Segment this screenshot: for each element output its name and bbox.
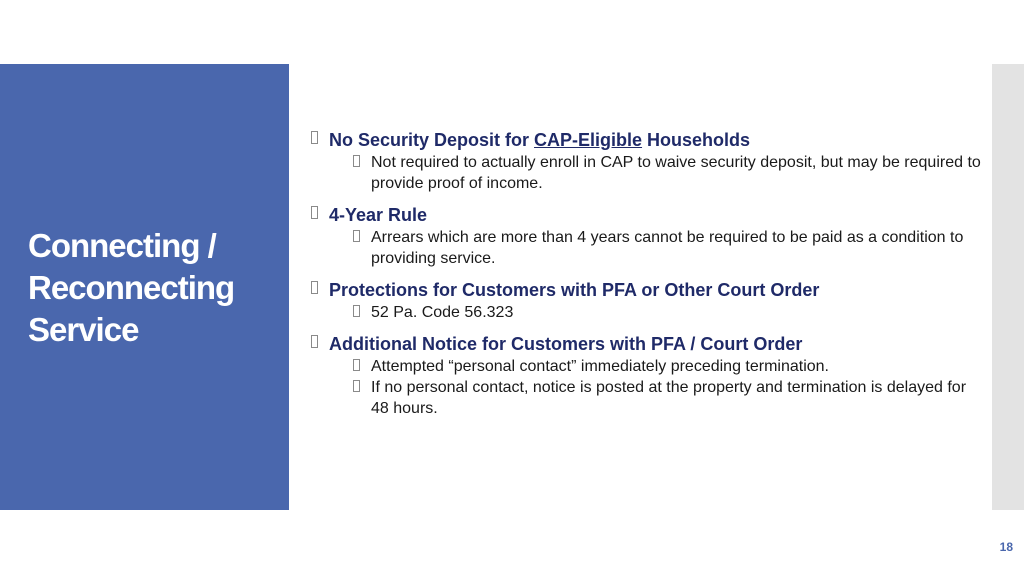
bullet-square-icon [311, 206, 318, 219]
bullet-square-icon [311, 335, 318, 348]
section-pfa-protections [311, 278, 981, 323]
sub-bullet [353, 377, 981, 419]
sub-bullet-square-icon [353, 155, 360, 167]
page-number: 18 [999, 540, 1013, 554]
slide-title-line-1: Connecting / [28, 227, 216, 264]
heading-text: 4-Year Rule [329, 205, 428, 225]
bullet-square-icon [311, 281, 318, 294]
sub-bullet-text: Not required to actually enroll in CAP to waive security deposit, but may be required to provide proof of income. [371, 154, 981, 192]
slide-title-line-2: Reconnecting [28, 269, 235, 306]
sub-bullet [353, 356, 981, 377]
sub-bullet-text: Arrears which are more than 4 years cannot be required to be paid as a condition to providing service. [371, 229, 964, 267]
sub-bullet [353, 152, 981, 194]
sub-bullet-square-icon [353, 230, 360, 242]
right-gray-strip [992, 64, 1024, 510]
bullet-square-icon [311, 131, 318, 144]
slide-title-line-3: Service [28, 311, 139, 348]
bullet-heading [311, 203, 981, 227]
section-security-deposit [311, 128, 981, 194]
bullet-heading [311, 278, 981, 302]
sub-bullet-text: 52 Pa. Code 56.323 [371, 304, 514, 321]
section-four-year-rule [311, 203, 981, 269]
slide-title [28, 225, 278, 351]
sub-bullet-square-icon [353, 359, 360, 371]
heading-text-post: Households [642, 130, 751, 150]
sub-bullet-text: Attempted “personal contact” immediately preceding termination. [371, 358, 829, 375]
sub-bullet-square-icon [353, 305, 360, 317]
sub-bullet [353, 227, 981, 269]
heading-text: Additional Notice for Customers with PFA / Court Order [329, 334, 803, 354]
heading-text-pre: No Security Deposit for [329, 130, 535, 150]
section-additional-notice [311, 332, 981, 419]
bullet-heading [311, 332, 981, 356]
sub-bullet-square-icon [353, 380, 360, 392]
sub-bullet [353, 302, 981, 323]
heading-text: Protections for Customers with PFA or Other Court Order [329, 280, 820, 300]
cap-eligible-link[interactable]: CAP-Eligible [534, 130, 643, 150]
bullet-heading [311, 128, 981, 152]
sub-bullet-text: If no personal contact, notice is posted at the property and termination is delayed for 48 hours. [371, 379, 967, 417]
slide-content [311, 128, 981, 428]
